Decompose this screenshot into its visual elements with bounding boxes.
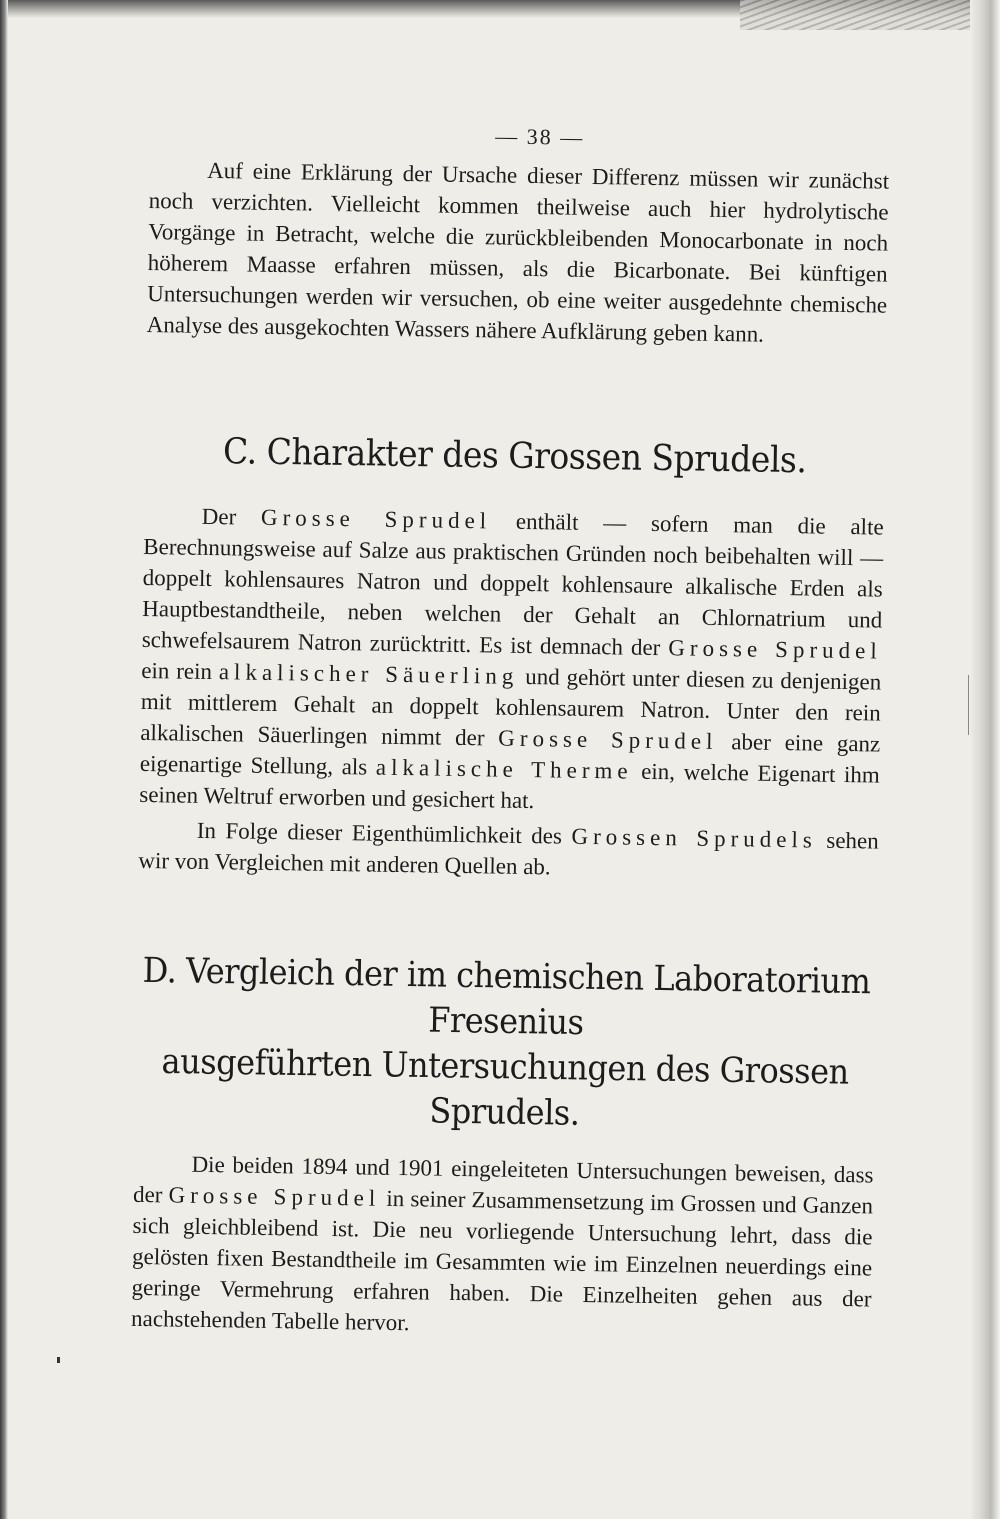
scan-right-edge [970,0,1000,1519]
scan-left-edge [0,0,8,1519]
text-run: ein rein [141,657,220,685]
text-run: ein, welche Eigenart ihm seinen Weltruf erworben und gesichert hat. [139,758,880,814]
section-c-title: C. Charakter des Grossen Sprudels. [222,429,807,481]
text-run: aber eine ganz eigenartige Stellung, als [139,728,881,780]
page-content [131,118,890,1345]
text-run: Die beiden 1894 und 1901 eingeleiteten Untersuchungen beweisen, dass der [132,1151,874,1208]
spaced-emphasis: Grossen Sprudels [571,823,818,853]
section-d-title-line-2: ausgeführten Untersuchungen des Grossen Sprudels. [161,1040,850,1134]
text-run: und gehört unter diesen zu denjenigen mit mittlerem Gehalt an doppelt kohlensaurem Natron. Unter den rein alkalischen Säuerlingen nimmt der [140,663,882,751]
text-run: In Folge dieser Eigenthümlichkeit des [196,817,572,849]
spaced-emphasis: Grosse Sprudel [498,725,718,754]
page-number: — 38 — [495,123,585,150]
spaced-emphasis: Grosse Sprudel [260,504,492,534]
spaced-emphasis: Grosse Sprudel [668,635,882,664]
text-run: in seiner Zusammensetzung im Grossen und Ganzen sich gleichbleibend ist. Die neu vorliegende Untersuchung lehrt, dass die gelösten fixen Bestandtheile im Gesammten wie im Einzelnen neuerdings eine geringe Vermehrung erfahren haben. Die Einzelheiten gehen aus der nachstehenden Tabelle hervor. [130,1185,874,1336]
section-d-paragraph-1 [131,1148,874,1346]
section-d-title [134,947,877,1140]
page-fold-edges [740,0,1000,30]
spaced-emphasis: alkalische Therme [375,754,633,784]
spaced-emphasis: Grosse Sprudel [168,1182,381,1211]
spaced-emphasis: alkalischer Säuerling [218,659,519,689]
text-run: sehen wir von Vergleichen mit anderen Quellen ab. [138,827,879,880]
section-c-paragraph-1 [139,500,884,822]
margin-mark [968,675,969,735]
intro-paragraph: Auf eine Erklärung der Ursache dieser Differenz müssen wir zunächst noch verzichten. Vielleicht kommen theilweise auch hier hydrolytische Vorgänge in Betracht, welche die zurückbleibenden Monocarbonate in noch höherem Maasse erfahren müssen, als die Bicarbonate. Bei künftigen Untersuchungen werden wir versuchen, ob eine weiter ausgedehnte chemische Analyse des ausgekochten Wassers nähere Aufklärung geben kann. [146,157,890,347]
text-run: enthält — sofern man die alte Berechnungsweise auf Salze aus praktischen Gründen noch beibehalten will — doppelt kohlensaures Natron und doppelt kohlensaure alkalische Erden als Hauptbestandtheile, neben welchen der Gehalt an Chlornatrium und schwefelsaurem Natron zurücktritt. Es ist demnach der [141,508,884,661]
ink-speck [57,1357,60,1363]
text-run: Der [201,503,262,530]
section-c-paragraph-2 [138,814,879,888]
section-d-title-line-1: D. Vergleich der im chemischen Laboratorium Fresenius [142,949,871,1043]
